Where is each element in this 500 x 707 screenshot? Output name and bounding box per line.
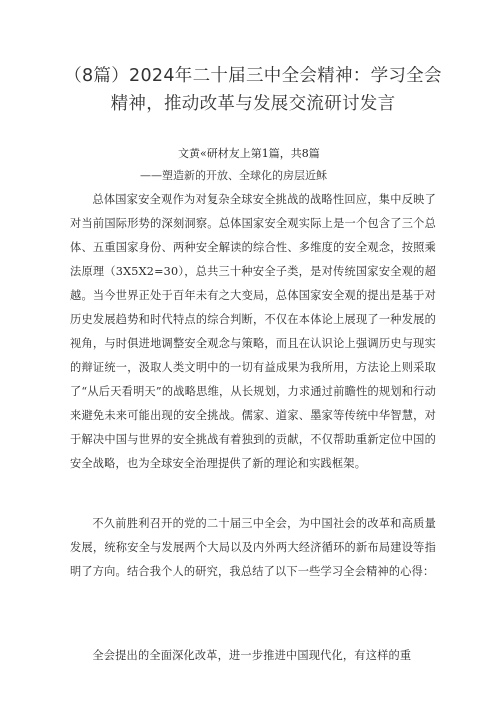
document-meta: 文黄«研材友上第1篇，共8篇	[178, 147, 320, 160]
body-paragraph: 总体国家安全观作为对复杂全球安全挑战的战略性回应，集中反映了对当前国际形势的深刻洞察。总体国家安全观实际上是一个包含了三个总体、五重国家身份、两种安全解读的综合性、多维度的安全观念，按照乘法原理（3X5X2=30），总共三十种安全子类，是对传统国家安全观的超越。当今世界正处于百年未有之大变局，总体国家安全观的提出是基于对历史发展趋势和时代特点的综合判断，不仅在本体论上展现了一种发展的视角，与时俱进地调整安全观念与策略，而且在认识论上强调历史与现实的辩证统一，汲取人类文明中的一切有益成果为我所用，方法论上则采取了“从后天看明天”的战略思维，从长规划，力求通过前瞻性的规划和行动来避免未来可能出现的安全挑战。儒家、道家、墨家等传统中华智慧，对于解决中国与世界的安全挑战有着独到的贡献，不仅帮助重新定位中国的安全战略，也为全球安全治理提供了新的理论和实践框架。	[70, 193, 436, 470]
document-title: （8篇）2024年二十届三中全会精神：学习全会精神，推动改革与发展交流研讨发言	[64, 66, 442, 114]
body-paragraph: 全会提出的全面深化改革，进一步推进中国现代化，有这样的重	[92, 649, 412, 662]
document-subtitle: ——塑造新的开放、全球化的房层近稣	[140, 169, 327, 182]
body-paragraph: 不久前胜利召开的党的二十届三中全会，为中国社会的改革和高质量发展，统称安全与发展两个大局以及内外两大经济循环的新布局建设等指明了方向。结合我个人的研究，我总结了以下一些学习全会精神的心得：	[70, 517, 436, 578]
